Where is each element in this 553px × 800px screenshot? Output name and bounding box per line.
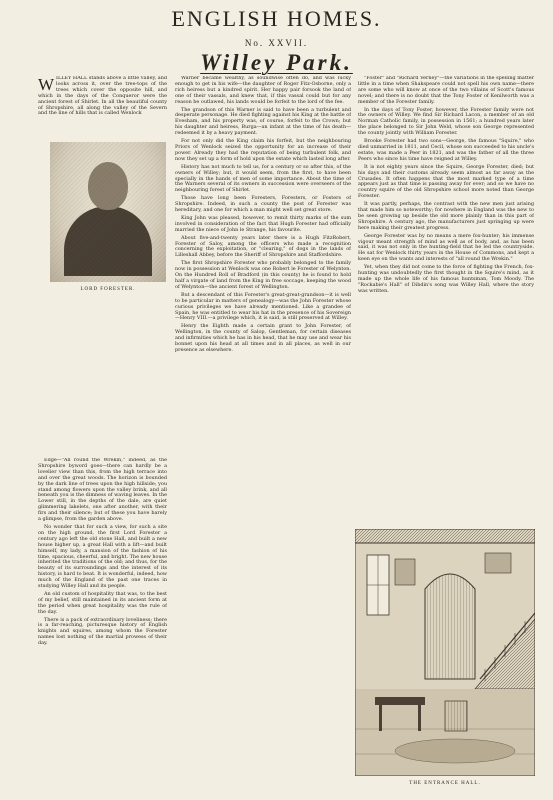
masthead [0, 6, 553, 76]
drop-cap: W [38, 76, 55, 94]
paragraph: Henry the Eighth made a certain grant to John Forester, of Wellington, in the county of Salop, Gentleman, for certain diseases and infirmities which he has in his head, that he may use and wear his bonnet upon his head at all times and in all places, as well in our presence as elsewhere. [175, 323, 351, 353]
paragraph: It is not eighty years since the Squire, George Forester, died; but his days and their customs already seem almost as far away as the Crusades. It often happens that the most marked type of a time appears just as that time is passing away for ever; and so we have no country squire of the old Shropshire school more noted than George Forester. [358, 163, 534, 200]
paragraph: Brooke Forester had two sons—George, the famous "Squire," who died unmarried in 1811, and Cecil, whose son succeeded to his uncle's estate, was made a Peer in 1821, and was the father of all the three Peers who since his time have reigned at Willey. [358, 138, 534, 162]
portrait-engraving [50, 142, 166, 282]
entrance-hall-illustration [355, 529, 535, 776]
paragraph: It was partly, perhaps, the contrast with the new men just arising that made him so noteworthy; for nowhere in England was the new to be seen growing up beside the old more plainly than in this part of Shropshire. A century ago, the manufacturers just springing up were here making their greatest progress. [358, 201, 534, 231]
paragraph: ILLEY HALL stands above a little valley, and looks across it, over the tree-tops of the trees which cover the opposite hill, and which in the days of the Conqueror were the ancient forest of Shirlet. In all the beautiful county of Shropshire, all along the valley of the Severn and the line of hills that is called Wenlock [38, 76, 167, 117]
entrance-hall-engraving [355, 529, 535, 776]
column-1-bottom [38, 458, 167, 792]
entrance-hall-caption: THE ENTRANCE HALL. [409, 781, 481, 786]
paragraph: But a descendant of this Forester's great-great-grandson—it is well to be particular in matters of genealogy—was the John Forester whose curious privileges we have already mentioned. Like a grandee of Spain, he was entitled to wear his hat in the presence of his Sovereign—Henry VIII.—a privilege which, it is said, is still preserved at Willey. [175, 291, 351, 322]
paragraph: History has not much to tell us, for a century or so after this, of the owners of Willey; but, it would seem, from the first, to have been specially in the hands of men of some importance. About the time of the Warners several of its owners in succession were overseers of the neighbouring forest of Shirlet. [175, 163, 351, 194]
paragraph: "Foster" and "Richard Verney"—the variations in the spelling matter little in a time when Shakspeare could not spell his own name—there are some who will know at once of the two villains of Scott's famous novel; and there is no doubt that the Tony Foster of Kenilworth was a member of the Forester family. [358, 76, 534, 105]
paragraph: There is a pack of extraordinary loveliness; there is a far-reaching, picturesque history of English knights and squires, among whom the Forester names lost nothing of the martial prowess of their day. [38, 616, 167, 647]
series-title: ENGLISH HOMES. [171, 6, 382, 31]
paragraph: No wonder that for such a view, for such a site on the high ground, the first Lord Forester a century ago left the old stone Hall, and built a new house higher up, a great Hall with a lift—and built himself, my lady, a mansion of the fashion of his time, spacious, cheerful, and bright. The new house inherited the traditions of the old; and thus, for the beauty of its surroundings and the interest of its history, is hard to beat. It is wonderful, indeed, how much of the England of the past one traces in studying Willey Hall and its people. [38, 523, 167, 590]
paragraph: The first Shropshire Forester who probably belonged to the family now in possession at Wenlock was one Robert le Forester of Welynton. On the Hundred Roll of Bradford (in this county) he is found to hold half a virgate of land from the King in free soccage, keeping the wood of Welynton—the ancient forest of Wellington. [175, 260, 351, 290]
paragraph: Warner became wealthy, as soundwise often do, and was lucky enough to get in his wife—the daughter of Roger Fitz-Osborne, only a rich heiress but a kindred spirit. Her happy pair forsook the land of one of their vassals, and knew that, if this vassal could but for any reason be outlawed, his lands would be forfeit to the lord of the fee. [175, 76, 351, 105]
article-number: No. XXVII. [244, 38, 309, 48]
paragraph: Those have long been Foresters, Foresters, or Fosters of Shropshire. Indeed, in such a county the post of Forester was hereditary, and one for which a man might well set great store. [175, 195, 351, 214]
paragraph: Yet, when they did not come to the force of fighting the French, fox-hunting was undoubtedly the first thought in the Squire's mind, as it made up the whole life of his famous huntsman, Tom Moody. The "Rockabie's Hall" of Dibdin's song was Willey Hall, where the story was written. [358, 264, 534, 294]
paragraph: Edge—"All round the Wrekin," indeed, as the Shropshire byword goes—there can hardly be a lovelier view than this, from the high terrace into and over the great woods. The horizon is bounded by the dark line of trees upon the high hillside; you stand among flowers upon the valley brink, and all beneath you is the dimness of waving leaves. In the Lower still, in the depths of the dale, are quiet glimmering lakelets, one after another, with their firs and their silence; but of these you have barely a glimpse, from the garden above. [38, 458, 167, 523]
paragraph: In the days of Tony Foster, however, the Forester family were not the owners of Willey. We find Sir Richard Lacon, a member of an old Norman Catholic family, in possession in 1561; a hundred years later the place belonged to Sir John Weld, whose son George represented the county jointly with William Forester. [358, 106, 534, 137]
paragraph: The grandson of this Warner is said to have been a turbulent and desperate personage. He died fighting against his King at the battle of Evesham, and his property was, of course, forfeit to the Crown; but his daughter and heiress, Burga—an infant at the time of his death—redeemed it by a heavy payment. [175, 106, 351, 137]
paragraph: For not only did the King claim his forfeit, but the neighbouring Priors of Wenlock seized the opportunity for an increase of their power. Already they had the reputation of being turbulent folk, and now they set up a form of hold upon the estate which lasted long after. [175, 138, 351, 162]
paragraph: George Forester was by no means a mere fox-hunter; his immense vigour meant strength of mind as well as of body, and, as has been said, it was not only in the hunting-field that he led the countryside. He sat for Wenlock thirty years in the House of Commons, and kept a keen eye on the wants and interests of "all round the Wrekin." [358, 232, 534, 263]
paragraph: King John was pleased, however, to remit thirty marks of the sum involved in consideration of the fact that Hugh Forester had officially married the niece of John le Strange, his favourite. [175, 214, 351, 233]
column-1-top [38, 76, 167, 136]
column-3 [358, 76, 534, 524]
column-2 [175, 76, 351, 792]
engraving-hatching [50, 142, 166, 282]
article-title: Willey Park. [200, 50, 353, 75]
portrait-caption: LORD FORESTER. [80, 287, 136, 292]
paragraph: About five-and-twenty years later there is a Hugh FitzRobert, Forester of Saloy, among the officers who made a recognition concerning the exploitation, or "clearing," of dogs in the lands of Lilleshall Abbey, before the Sheriff of Shropshire and Staffordshire. [175, 234, 351, 259]
paragraph: An old custom of hospitality that was, to the best of my belief, still maintained in its ancient form at the period when great hospitality was the rule of the day. [38, 590, 167, 615]
